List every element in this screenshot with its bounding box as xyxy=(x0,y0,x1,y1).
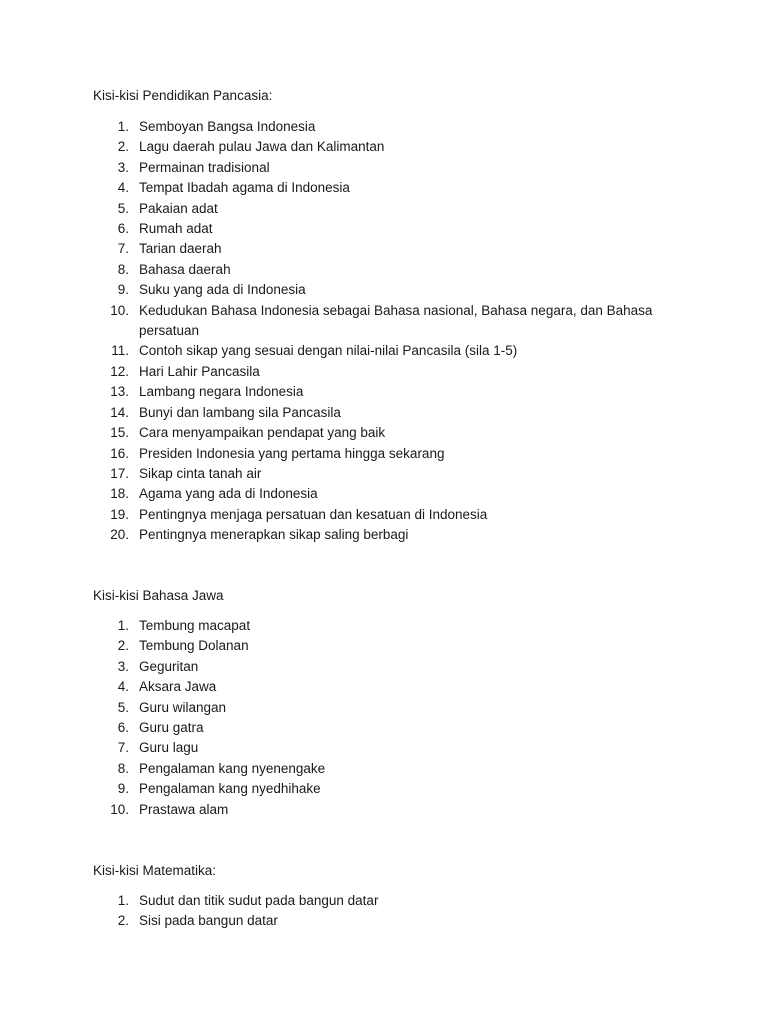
list-item xyxy=(93,199,693,219)
list-item xyxy=(93,759,693,779)
list-item-number: 7. xyxy=(117,241,129,257)
section-heading: Kisi-kisi Bahasa Jawa xyxy=(93,588,224,603)
list-item-text: Hari Lahir Pancasila xyxy=(139,363,260,379)
list-item-text: Pengalaman kang nyenengake xyxy=(139,760,326,776)
list-item xyxy=(93,800,693,820)
list-item-number: 2. xyxy=(117,913,129,929)
list-item-number: 2. xyxy=(117,139,129,155)
list-item-text: Pentingnya menerapkan sikap saling berbagi xyxy=(139,527,409,543)
list-item xyxy=(93,362,693,382)
list-item xyxy=(93,260,693,280)
list-item-number: 16. xyxy=(110,445,129,461)
list-item-number: 15. xyxy=(110,425,129,441)
list-item-number: 1. xyxy=(117,618,129,633)
list-item-text: Pentingnya menjaga persatuan dan kesatuan di Indonesia xyxy=(139,506,488,522)
list-item-number: 3. xyxy=(117,658,129,674)
list-item-number: 8. xyxy=(117,261,129,277)
list-item xyxy=(93,677,693,697)
list-item-text: Lagu daerah pulau Jawa dan Kalimantan xyxy=(139,139,385,155)
list-item xyxy=(93,505,693,525)
list-item-number: 20. xyxy=(110,527,129,543)
list-item-text: Bunyi dan lambang sila Pancasila xyxy=(139,404,341,420)
list-item-number: 3. xyxy=(117,159,129,175)
list-item-text: Tempat Ibadah agama di Indonesia xyxy=(139,180,350,196)
list-item xyxy=(93,464,693,484)
list-item-text: Prastawa alam xyxy=(139,801,229,817)
list-item-text: Semboyan Bangsa Indonesia xyxy=(139,119,316,134)
list-item-text: Aksara Jawa xyxy=(139,679,217,695)
list-item xyxy=(93,117,693,137)
list-item-number: 12. xyxy=(110,363,129,379)
list-item xyxy=(93,616,693,636)
list-item-number: 5. xyxy=(117,699,129,715)
list-item-number: 2. xyxy=(117,638,129,654)
list-item-text: Tembung Dolanan xyxy=(139,638,249,654)
list-item xyxy=(93,911,693,931)
list-item-text: Guru lagu xyxy=(139,740,199,756)
list-item-text: Sudut dan titik sudut pada bangun datar xyxy=(139,893,379,908)
list-item-number: 6. xyxy=(117,221,129,237)
list-item-number: 4. xyxy=(117,180,129,196)
list-item xyxy=(93,301,693,342)
list-item-text: Suku yang ada di Indonesia xyxy=(139,282,306,298)
list-item-text: Guru gatra xyxy=(139,720,204,736)
list-item xyxy=(93,779,693,799)
list-item xyxy=(93,484,693,504)
list-item xyxy=(93,280,693,300)
list-item-number: 8. xyxy=(117,760,129,776)
list-item-number: 9. xyxy=(117,781,129,797)
list-item-text: Sikap cinta tanah air xyxy=(139,465,262,481)
list-item-number: 11. xyxy=(111,343,129,359)
list-item-text: Cara menyampaikan pendapat yang baik xyxy=(139,425,386,441)
list-item xyxy=(93,219,693,239)
list-item-text: Kedudukan Bahasa Indonesia sebagai Bahasa nasional, Bahasa negara, dan Bahasa persatuan xyxy=(139,302,653,339)
list-item-number: 9. xyxy=(117,282,129,298)
list-item-text: Lambang negara Indonesia xyxy=(139,384,304,400)
list-item xyxy=(93,137,693,157)
list-item-number: 14. xyxy=(110,404,129,420)
item-list xyxy=(93,117,693,546)
list-item-text: Geguritan xyxy=(139,658,199,674)
list-item xyxy=(93,158,693,178)
list-item xyxy=(93,403,693,423)
list-item-text: Permainan tradisional xyxy=(139,159,270,175)
list-item xyxy=(93,698,693,718)
list-item-number: 6. xyxy=(117,720,129,736)
list-item-text: Pengalaman kang nyedhihake xyxy=(139,781,321,797)
list-item xyxy=(93,423,693,443)
list-item-number: 19. xyxy=(110,506,129,522)
list-item-text: Bahasa daerah xyxy=(139,261,231,277)
list-item-number: 10. xyxy=(110,302,129,318)
list-item-text: Tarian daerah xyxy=(139,241,222,257)
list-item-number: 18. xyxy=(110,486,129,502)
list-item-text: Pakaian adat xyxy=(139,200,218,216)
list-item xyxy=(93,891,693,911)
list-item-number: 17. xyxy=(110,465,129,481)
list-item xyxy=(93,178,693,198)
list-item-text: Tembung macapat xyxy=(139,618,251,633)
section-heading: Kisi-kisi Matematika: xyxy=(93,863,217,878)
list-item xyxy=(93,718,693,738)
list-item xyxy=(93,525,693,545)
section-heading: Kisi-kisi Pendidikan Pancasia: xyxy=(93,88,273,103)
list-item-number: 10. xyxy=(110,801,129,817)
list-item xyxy=(93,444,693,464)
list-item-number: 4. xyxy=(117,679,129,695)
section-matematika xyxy=(93,861,693,929)
list-item-number: 13. xyxy=(110,384,129,400)
list-item-text: Agama yang ada di Indonesia xyxy=(139,486,318,502)
list-item xyxy=(93,341,693,361)
item-list xyxy=(93,891,693,932)
list-item-number: 1. xyxy=(117,119,129,134)
item-list xyxy=(93,616,693,820)
list-item xyxy=(93,636,693,656)
section-pendidikan-pancasila xyxy=(93,86,693,543)
list-item-number: 7. xyxy=(117,740,129,756)
list-item-number: 1. xyxy=(117,893,129,908)
list-item xyxy=(93,382,693,402)
list-item xyxy=(93,657,693,677)
section-bahasa-jawa xyxy=(93,586,693,817)
list-item xyxy=(93,239,693,259)
list-item xyxy=(93,738,693,758)
list-item-text: Guru wilangan xyxy=(139,699,227,715)
list-item-text: Sisi pada bangun datar xyxy=(139,913,278,929)
list-item-number: 5. xyxy=(117,200,129,216)
list-item-text: Presiden Indonesia yang pertama hingga sekarang xyxy=(139,445,445,461)
list-item-text: Contoh sikap yang sesuai dengan nilai-nilai Pancasila (sila 1-5) xyxy=(139,343,518,359)
list-item-text: Rumah adat xyxy=(139,221,213,237)
